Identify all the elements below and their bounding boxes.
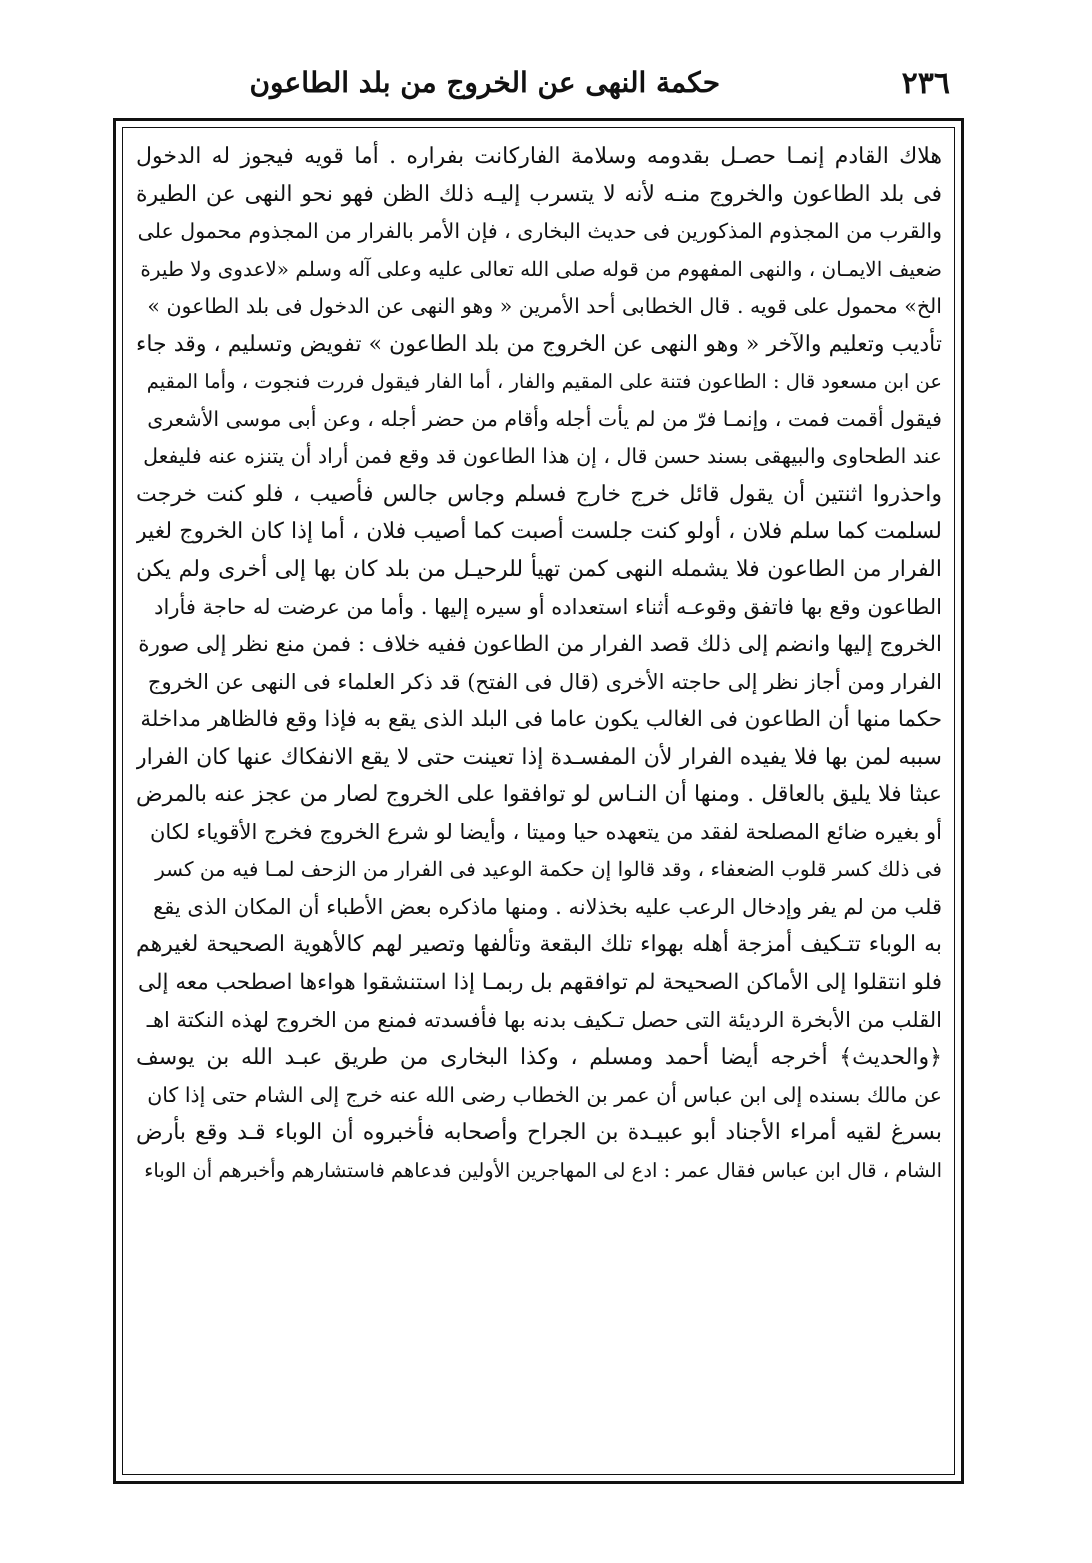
text-line: ضعيف الايمـان ، والنهى المفهوم من قوله صلى الله تعالى عليه وعلى آله وسلم «لاعدوى ولا طيرة — [140, 256, 942, 281]
text-line: الفرار من الطاعون فلا يشمله النهى كمن تهيأ للرحيـل من بلد كان بها إلى أخرى ولم يكن — [136, 557, 942, 583]
running-title: حكمة النهى عن الخروج من بلد الطاعون — [249, 66, 720, 99]
text-line: الفرار ومن أجاز نظر إلى حاجته الأخرى (قال فى الفتح) قد ذكر العلماء فى النهى عن الخروج — [147, 669, 942, 694]
text-line: فى بلد الطاعون والخروج منـه لأنه لا يتسرب إليـه ذلك الظن فهو نحو النهى عن الطيرة — [136, 181, 942, 207]
text-line: تأديب وتعليم والآخر « وهو النهى عن الخروج من بلد الطاعون » تفويض وتسليم ، وقد جاء — [136, 331, 942, 357]
text-line: فلو انتقلوا إلى الأماكن الصحيحة لم توافقهم بل ربمـا إذا استنشقوا هواءها اصطحب معه إلى — [138, 970, 942, 996]
text-line: عبثا فلا يليق بالعاقل . ومنها أن النـاس لو توافقوا على الخروج لصار من عجز عنه بالمرض — [136, 782, 942, 808]
text-line: قلب من لم يفر وإدخال الرعب عليه بخذلانه . ومنها ماذكره بعض الأطباء أن المكان الذى يقع — [153, 894, 942, 919]
text-line: القلب من الأبخرة الرديئة التى حصل تـكيف بدنه بها فأفسدته فمنع من الخروج لهذه النكتة اهـ — [146, 1007, 942, 1032]
text-line: هلاك القادم إنمـا حصـل بقدومه وسلامة الفاركانت بفراره . أما قويه فيجوز له الدخول — [136, 144, 942, 169]
page-header — [120, 62, 950, 112]
text-line: حكما منها أن الطاعون فى الغالب يكون عاما فى البلد الذى يقع به فإذا وقع فالظاهر مداخلة — [140, 707, 942, 733]
text-line: الخ» محمول على قويه . قال الخطابى أحد الأمرين « وهو النهى عن الدخول فى بلد الطاعون » — [147, 294, 942, 319]
text-line: فى ذلك كسر قلوب الضعفاء ، وقد قالوا إن حكمة الوعيد فى الفرار من الزحف لمـا فيه من كسر — [155, 857, 942, 882]
body-text — [136, 138, 942, 1468]
text-line: لسلمت كما سلم فلان ، أولو كنت جلست أصبت كما أصيب فلان ، أما إذا كان الخروج لغير — [136, 519, 942, 545]
text-line: عن ابن مسعود قال : الطاعون فتنة على المقيم والفار ، أما الفار فيقول فررت فنجوت ، وأما المقيم — [146, 370, 942, 394]
text-line: والقرب من المجذوم المذكورين فى حديث البخارى ، فإن الأمر بالفرار من المجذوم محمول على — [137, 219, 942, 244]
text-line: ﴿والحديث﴾ أخرجه أيضا أحمد ومسلم ، وكذا البخارى من طريق عبـد الله بن يوسف — [136, 1045, 942, 1071]
text-line: عن مالك بسنده إلى ابن عباس أن عمر بن الخطاب رضى الله عنه خرج إلى الشام حتى إذا كان — [147, 1082, 942, 1107]
text-line: الخروج إليها وانضم إلى ذلك قصد الفرار من الطاعون ففيه خلاف : فمن منع نظر إلى صورة — [138, 632, 942, 658]
text-line: به الوباء تتـكيف أمزجة أهله بهواء تلك البقعة وتألفها وتصير لهم كالأهوية الصحيحة لغيرهم — [136, 932, 942, 958]
text-line: الطاعون وقع بها فاتفق وقوعـه أثناء استعداده أو سيره إليها . وأما من عرضت له حاجة فأراد — [154, 594, 942, 619]
text-line: فيقول أقمت فمت ، وإنمـا فرّ من لم يأت أجله وأقام من حضر أجله ، وعن أبى موسى الأشعرى — [147, 406, 942, 431]
page-number: ٢٣٦ — [901, 66, 950, 101]
text-line: عند الطحاوى والبيهقى بسند حسن قال ، إن هذا الطاعون قد وقع فمن أراد أن يتنزه عنه فليفعل — [143, 444, 942, 469]
text-line: واحذروا اثنتين أن يقول قائل خرج خارج فسلم وجاس جالس فأصيب ، فلو كنت خرجت — [136, 481, 942, 507]
text-line: أو بغيره ضائع المصلحة لفقد من يتعهده حيا وميتا ، وأيضا لو شرع الخروج فخرج الأقوياء لكان — [150, 819, 942, 844]
text-line: الشام ، قال ابن عباس فقال عمر : ادع لى المهاجرين الأولين فدعاهم فاستشارهم وأخبرهم أن الوباء — [144, 1158, 942, 1182]
text-line: بسرغ لقيه أمراء الأجناد أبو عبيـدة بن الجراح وأصحابه فأخبروه أن الوباء قـد وقع بأرض — [136, 1120, 942, 1146]
text-line: سببه لمن بها فلا يفيده الفرار لأن المفسـدة إذا تعينت حتى لا يقع الانفكاك عنها كان الفرار — [136, 744, 942, 770]
